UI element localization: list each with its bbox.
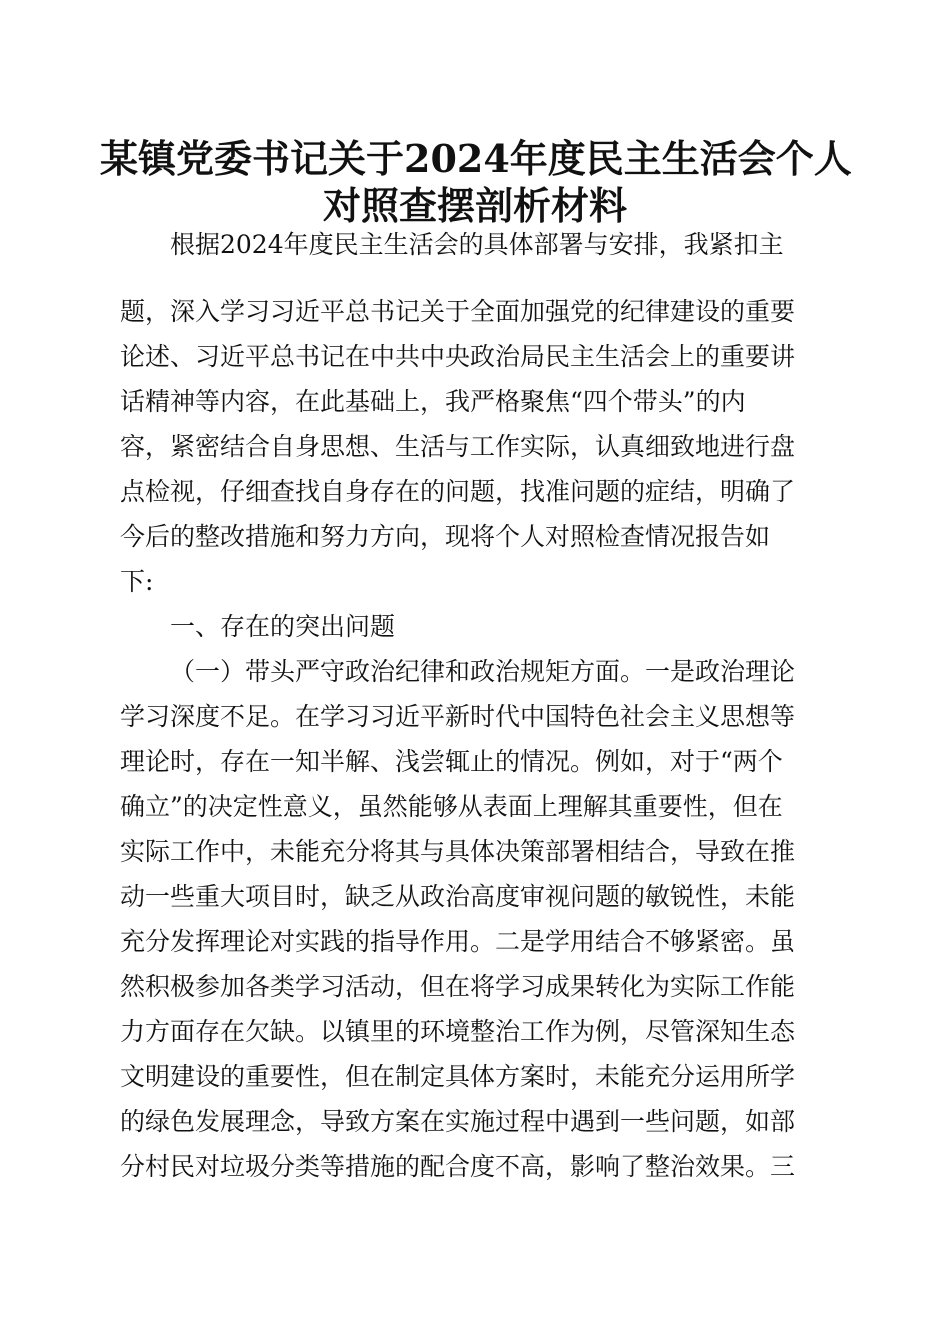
intro-line: 题，深入学习习近平总书记关于全面加强党的纪律建设的重要 (120, 297, 796, 326)
intro-line: 论述、习近平总书记在中共中央政治局民主生活会上的重要讲 (120, 342, 796, 371)
intro-line: 容，紧密结合自身思想、生活与工作实际，认真细致地进行盘 (120, 432, 796, 461)
intro-line: 话精神等内容，在此基础上，我严格聚焦“四个带头”的内 (120, 387, 746, 416)
body-line: 然积极参加各类学习活动，但在将学习成果转化为实际工作能 (120, 972, 796, 1001)
document-title-line-1: 某镇党委书记关于2024年度民主生活会个人 (100, 136, 852, 181)
intro-line: 下: (120, 567, 154, 596)
subsection-line-rest: 一是政治理论 (645, 657, 796, 686)
intro-line: 点检视，仔细查找自身存在的问题，找准问题的症结，明确了 (120, 477, 796, 506)
body-line: 的绿色发展理念，导致方案在实施过程中遇到一些问题，如部 (120, 1107, 796, 1136)
intro-line: 根据2024年度民主生活会的具体部署与安排，我紧扣主 (170, 230, 784, 259)
body-line: 力方面存在欠缺。以镇里的环境整治工作为例，尽管深知生态 (120, 1017, 796, 1046)
subsection-first-line (170, 655, 795, 689)
intro-line: 今后的整改措施和努力方向，现将个人对照检查情况报告如 (120, 522, 771, 551)
body-line: 分村民对垃圾分类等措施的配合度不高，影响了整治效果。三 (120, 1152, 796, 1181)
body-line: 文明建设的重要性，但在制定具体方案时，未能充分运用所学 (120, 1062, 796, 1091)
document-title-line-2: 对照查摆剖析材料 (322, 183, 627, 228)
body-line: 动一些重大项目时，缺乏从政治高度审视问题的敏锐性，未能 (120, 882, 796, 911)
section-heading: 一、存在的突出问题 (170, 612, 396, 641)
body-line: 实际工作中，未能充分将其与具体决策部署相结合，导致在推 (120, 837, 796, 866)
body-line: 理论时，存在一知半解、浅尝辄止的情况。例如，对于“两个 (120, 747, 783, 776)
body-line: 确立”的决定性意义，虽然能够从表面上理解其重要性，但在 (120, 792, 783, 821)
subsection-heading: （一）带头严守政治纪律和政治规矩方面。 (170, 657, 646, 686)
body-line: 充分发挥理论对实践的指导作用。二是学用结合不够紧密。虽 (120, 927, 796, 956)
body-line: 学习深度不足。在学习习近平新时代中国特色社会主义思想等 (120, 702, 796, 731)
